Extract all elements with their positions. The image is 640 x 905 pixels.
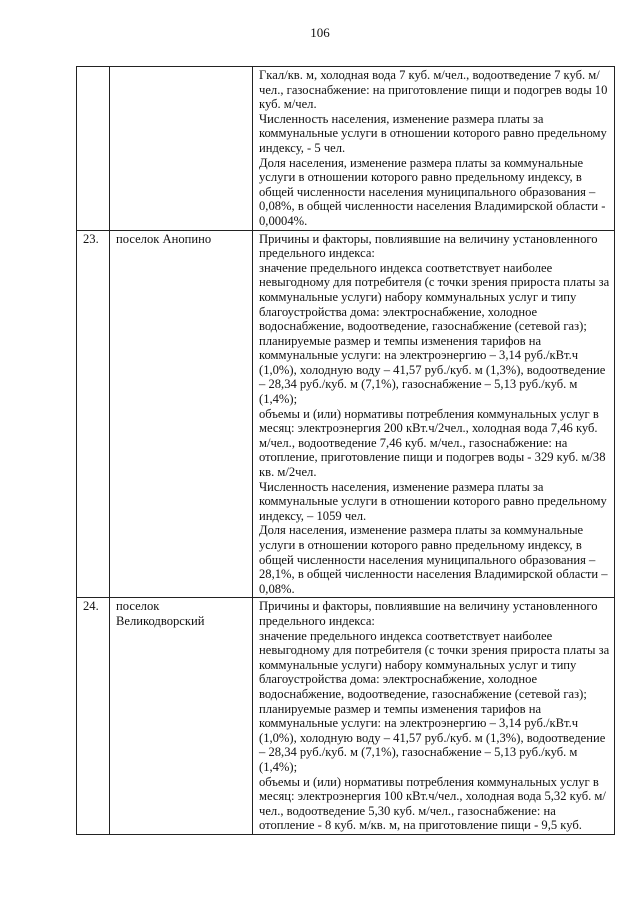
- table-row: [77, 67, 615, 231]
- description-paragraph: Численность населения, изменение размера платы за коммунальные услуги в отношении которого равно предельному индексу, - 5 чел.: [259, 111, 607, 155]
- description-paragraph: Гкал/кв. м, холодная вода 7 куб. м/чел., водоотведение 7 куб. м/чел., газоснабжение: на приготовление пищи и подогрев воды 10 куб. м/чел.: [259, 68, 608, 112]
- description-paragraph: Доля населения, изменение размера платы за коммунальные услуги в отношении которого равно предельному индексу, в общей численности населения муниципального образования – 0,08%, в общей численности населения Владимирской области - 0,0004%.: [259, 155, 606, 228]
- settlement-cell: [110, 67, 253, 231]
- description-paragraph: Доля населения, изменение размера платы за коммунальные услуги в отношении которого равно предельному индексу, в общей численности населения муниципального образования – 28,1%, в общей численности населения Владимирской области – 0,08%.: [259, 523, 608, 596]
- description-paragraph: объемы и (или) нормативы потребления коммунальных услуг в месяц: электроэнергия 100 кВт.ч/чел., холодная вода 5,32 куб. м/чел., водоотведение 5,30 куб. м/чел., газоснабжение: на отопление - 8 куб. м/кв. м, на приготовление пищи - 9,5 куб.: [259, 774, 606, 833]
- description-paragraph: планируемые размер и темпы изменения тарифов на коммунальные услуги: на электроэнергию – 3,14 руб./кВт.ч (1,0%), холодную воду – 41,57 руб./куб. м (1,3%), водоотведение – 28,34 руб./куб. м (7,1%), газоснабжение – 5,13 руб./куб. м (1,4%);: [259, 333, 606, 407]
- description-paragraph: Причины и факторы, повлиявшие на величину установленного предельного индекса:: [259, 231, 598, 261]
- row-number-cell: 24.: [77, 598, 110, 835]
- description-cell: [253, 598, 615, 835]
- table-row: [77, 598, 615, 835]
- row-number-cell: 23.: [77, 230, 110, 598]
- description-paragraph: объемы и (или) нормативы потребления коммунальных услуг в месяц: электроэнергия 200 кВт.ч/2чел., холодная вода 7,46 куб. м/чел., водоотведение 7,46 куб. м/чел., газоснабжение: на отопление, приготовление пищи и подогрев воды - 329 куб. м/38 кв. м/2чел.: [259, 406, 606, 480]
- description-paragraph: значение предельного индекса соответствует наиболее невыгодному для потребителя (с точки зрения прироста платы за коммунальные услуги) набору коммунальных услуг и типу благоустройства дома: электроснабжение, холодное водоснабжение, водоотведение, газоснабжение (сетевой газ);: [259, 628, 610, 701]
- description-paragraph: Численность населения, изменение размера платы за коммунальные услуги в отношении которого равно предельному индексу, – 1059 чел.: [259, 479, 607, 523]
- settlement-cell: поселок Анопино: [110, 230, 253, 598]
- description-paragraph: значение предельного индекса соответствует наиболее невыгодному для потребителя (с точки зрения прироста платы за коммунальные услуги) набору коммунальных услуг и типу благоустройства дома: электроснабжение, холодное водоснабжение, водоотведение, газоснабжение (сетевой газ);: [259, 260, 610, 334]
- description-cell: [253, 230, 615, 598]
- description-paragraph: планируемые размер и темпы изменения тарифов на коммунальные услуги: на электроэнергию – 3,14 руб./кВт.ч (1,0%), холодную воду – 41,57 руб./куб. м (1,3%), водоотведение – 28,34 руб./куб. м (7,1%), газоснабжение – 5,13 руб./куб. м (1,4%);: [259, 701, 606, 774]
- description-cell: [253, 67, 615, 231]
- settlement-cell: поселок Великодворский: [110, 598, 253, 835]
- row-number-cell: [77, 67, 110, 231]
- description-paragraph: Причины и факторы, повлиявшие на величину установленного предельного индекса:: [259, 599, 598, 628]
- table-row: [77, 230, 615, 598]
- page-number: 106: [310, 25, 330, 40]
- tariff-index-table: [76, 66, 615, 835]
